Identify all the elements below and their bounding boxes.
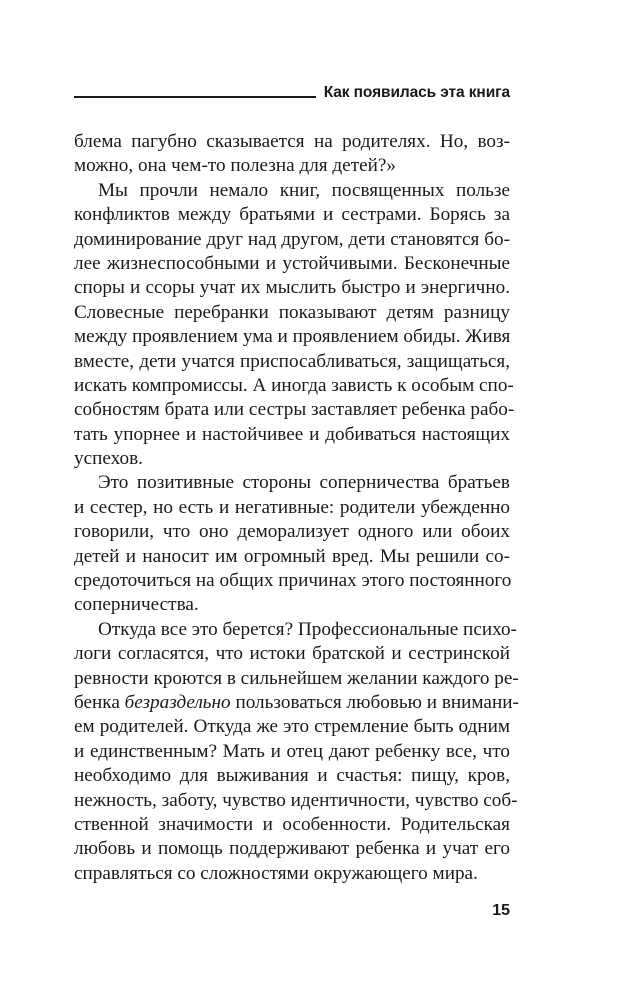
text-line: тать упорнее и настойчивее и добиваться настоящих	[74, 423, 510, 445]
text-line: можно, она чем-то полезна для детей?»	[74, 155, 396, 177]
text-line-with-emphasis	[74, 691, 519, 715]
text-line: соперничества.	[74, 594, 199, 616]
text-line: необходимо для выживания и счастья: пищу, кров,	[74, 765, 510, 787]
text-line: детей и наносит им огромный вред. Мы решили со-	[74, 545, 510, 567]
text-line: Это позитивные стороны соперничества братьев	[98, 472, 510, 494]
body-text	[74, 130, 519, 886]
text-line: конфликтов между братьями и сестрами. Борясь за	[74, 204, 510, 226]
text-line: любовь и помощь поддерживают ребенка и учат его	[74, 838, 510, 860]
text-line: лее жизнеспособными и устойчивыми. Бесконечные	[74, 252, 510, 274]
text-line: доминирование друг над другом, дети становятся бо-	[74, 228, 510, 250]
line-prefix: бенка	[74, 691, 125, 713]
text-line: говорили, что оно деморализует одного или обоих	[74, 521, 510, 543]
text-line: блема пагубно сказывается на родителях. Но, воз-	[74, 131, 510, 152]
text-line: ем родителей. Откуда же это стремление быть одним	[74, 716, 510, 738]
text-line: нежность, заботу, чувство идентичности, чувство соб-	[74, 789, 518, 811]
text-line: ственной значимости и особенности. Родительская	[74, 813, 510, 835]
chapter-title: Как появилась эта книга	[323, 84, 510, 101]
text-line: вместе, дети учатся приспосабливаться, защищаться,	[74, 350, 510, 372]
text-line: между проявлением ума и проявлением обиды. Живя	[74, 326, 511, 348]
page-number: 15	[492, 902, 510, 919]
text-line: справляться со сложностями окружающего мира.	[74, 862, 478, 884]
text-line: и единственным? Мать и отец дают ребенку все, что	[74, 740, 510, 762]
header-rule	[74, 96, 316, 98]
text-line: и сестер, но есть и негативные: родители убежденно	[74, 496, 510, 518]
text-line: Откуда все это берется? Профессиональные психо-	[98, 618, 517, 640]
text-line: успехов.	[74, 448, 143, 470]
text-line: логи согласятся, что истоки братской и сестринской	[74, 643, 510, 665]
text-line: ревности кроются в сильнейшем желании каждого ре-	[74, 667, 519, 689]
text-line: Мы прочли немало книг, посвященных пользе	[98, 179, 510, 201]
running-header	[74, 80, 510, 102]
line-suffix: пользоваться любовью и внимани-	[230, 691, 519, 713]
text-line: Словесные перебранки показывают детям разницу	[74, 301, 510, 323]
emphasized-word: безраздельно	[124, 691, 231, 713]
text-line: средоточиться на общих причинах этого постоянного	[74, 570, 512, 592]
text-line: искать компромиссы. А иногда зависть к особым спо-	[74, 374, 514, 396]
text-line: споры и ссоры учат их мыслить быстро и энергично.	[74, 277, 510, 299]
text-line: собностям брата или сестры заставляет ребенка рабо-	[74, 399, 515, 421]
